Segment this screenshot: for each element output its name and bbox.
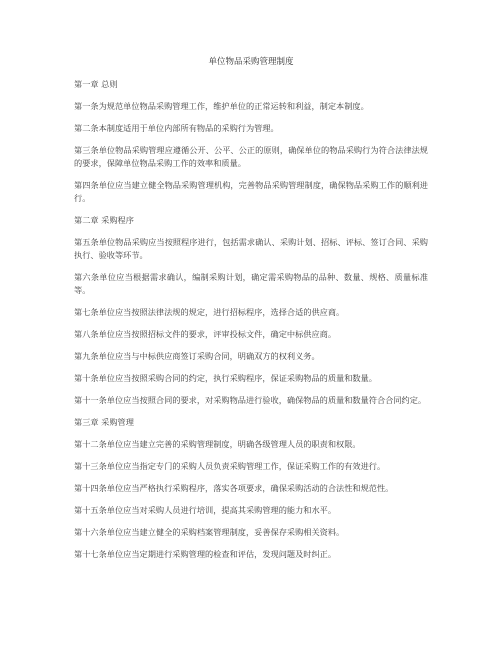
article-paragraph: 第十二条单位应当建立完善的采购管理制度，明确各级管理人员的职责和权限。	[74, 439, 361, 449]
article-paragraph: 第十四条单位应当严格执行采购程序，落实各项要求，确保采购活动的合法性和规范性。	[74, 483, 394, 493]
document-title: 单位物品采购管理制度	[208, 57, 294, 67]
article-paragraph: 第一条为规范单位物品采购管理工作，维护单位的正常运转和利益，制定本制度。	[74, 101, 369, 111]
article-paragraph: 第六条单位应当根据需求确认，编制采购计划，确定需采购物品的品种、数量、规格、质量标准等。	[74, 272, 428, 295]
article-paragraph: 第三条单位物品采购管理应遵循公开、公平、公正的原则，确保单位的物品采购行为符合法律法规的要求，保障单位物品采购工作的效率和质量。	[74, 145, 428, 168]
article-paragraph: 第五条单位物品采购应当按照程序进行，包括需求确认、采购计划、招标、评标、签订合同、采购执行、验收等环节。	[74, 237, 428, 260]
article-paragraph: 第十条单位应当按照采购合同的约定，执行采购程序，保证采购物品的质量和数量。	[74, 373, 377, 383]
article-paragraph: 第十五条单位应当对采购人员进行培训，提高其采购管理的能力和水平。	[74, 505, 337, 515]
chapter-heading: 第三章 采购管理	[74, 417, 134, 427]
article-paragraph: 第四条单位应当建立健全物品采购管理机构，完善物品采购管理制度，确保物品采购工作的顺利进行。	[74, 180, 428, 203]
article-paragraph: 第十一条单位应当按照合同的要求，对采购物品进行验收，确保物品的质量和数量符合合同约定。	[74, 395, 427, 405]
article-paragraph: 第二条本制度适用于单位内部所有物品的采购行为管理。	[74, 123, 279, 133]
article-paragraph: 第九条单位应当与中标供应商签订采购合同，明确双方的权利义务。	[74, 351, 320, 361]
chapter-heading: 第一章 总则	[74, 79, 118, 89]
article-paragraph: 第十三条单位应当指定专门的采购人员负责采购管理工作，保证采购工作的有效进行。	[74, 461, 386, 471]
article-paragraph: 第七条单位应当按照法律法规的规定，进行招标程序，选择合适的供应商。	[74, 307, 345, 317]
article-paragraph: 第十六条单位应当建立健全的采购档案管理制度，妥善保存采购相关资料。	[74, 527, 345, 537]
article-paragraph: 第十七条单位应当定期进行采购管理的检查和评估，发现问题及时纠正。	[74, 549, 337, 559]
chapter-heading: 第二章 采购程序	[74, 215, 134, 225]
article-paragraph: 第八条单位应当按照招标文件的要求，评审投标文件，确定中标供应商。	[74, 329, 337, 339]
